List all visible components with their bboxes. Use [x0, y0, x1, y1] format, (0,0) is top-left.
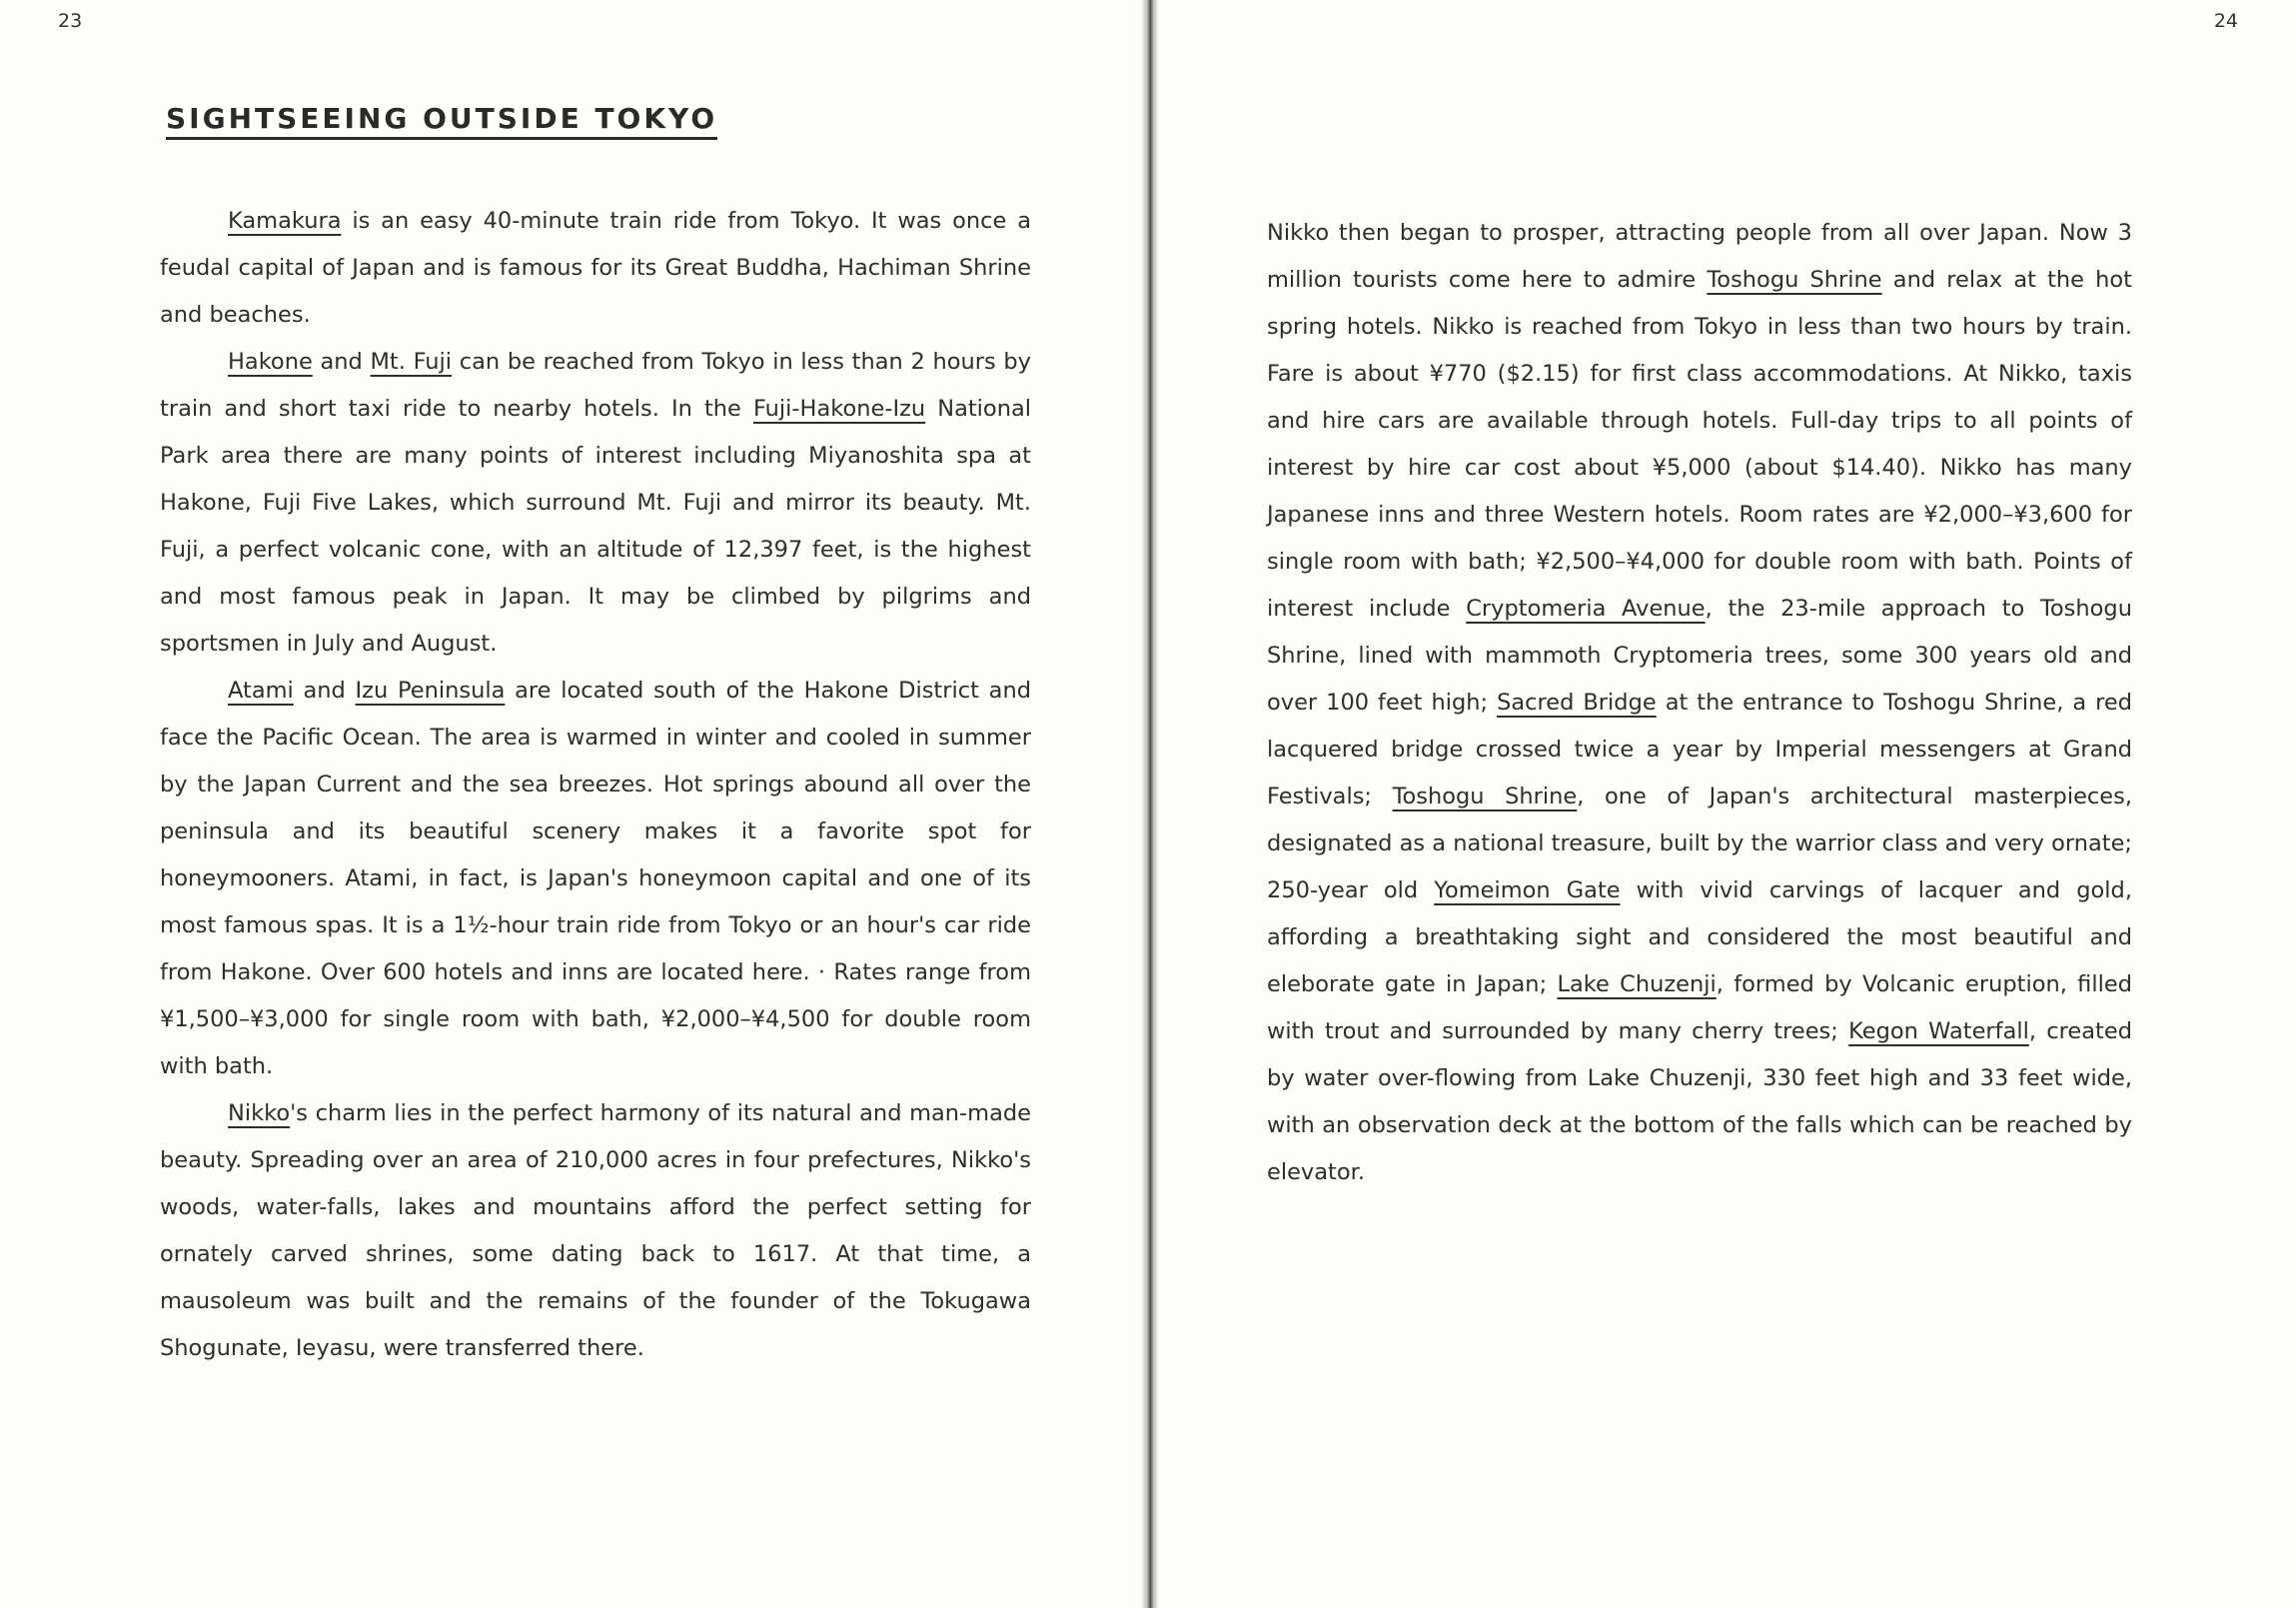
text-segment: , one of Japan's architectural masterpieces, designated as a national treasure, built by the warrior class and very ornate; 250-year old [1267, 784, 2132, 903]
text-segment: National Park area there are many points of interest including Miyanoshita spa at Hakone, Fuji Five Lakes, which surround Mt. Fuji and mirror its beauty. Mt. Fuji, a perfect volcanic cone, with an altitude of 12,397 feet, is the highest and most famous peak in Japan. It may be climbed by pilgrims and sportsmen in July and August. [160, 396, 1031, 657]
underlined-place-name: Nikko [228, 1100, 291, 1126]
right-page [1151, 0, 2296, 1608]
text-segment: is an easy 40-minute train ride from Tokyo. It was once a feudal capital of Japan and is famous for its Great Buddha, Hachiman Shrine and beaches. [160, 208, 1031, 328]
page-number-left: 23 [58, 10, 83, 32]
text-segment: can be reached from Tokyo in less than 2 hours by train and short taxi ride to nearby hotels. In the [160, 349, 1031, 422]
page-heading: SIGHTSEEING OUTSIDE TOKYO [166, 102, 717, 140]
text-segment: Nikko then began to prosper, attracting people from all over Japan. Now 3 million tourists come here to admire [1267, 220, 2132, 293]
text-segment: , formed by Volcanic eruption, filled with trout and surrounded by many cherry trees; [1267, 971, 2132, 1044]
paragraph [160, 1090, 1031, 1372]
underlined-place-name: Kamakura [228, 208, 342, 234]
underlined-place-name: Hakone [228, 349, 313, 375]
text-segment: and [293, 678, 356, 704]
underlined-place-name: Izu Peninsula [355, 678, 506, 704]
paragraph [1267, 210, 2132, 1196]
underlined-place-name: Cryptomeria Avenue [1466, 596, 1706, 622]
underlined-place-name: Toshogu Shrine [1392, 784, 1578, 809]
underlined-place-name: Mt. Fuji [370, 349, 453, 375]
page-number-right: 24 [2213, 10, 2238, 32]
text-segment: at the entrance to Toshogu Shrine, a red lacquered bridge crossed twice a year by Imperial messengers at Grand Festivals; [1267, 690, 2132, 809]
underlined-place-name: Fuji-Hakone-Izu [752, 396, 926, 422]
text-segment: and relax at the hot spring hotels. Nikko is reached from Tokyo in less than two hours by train. Fare is about ¥770 ($2.15) for first class accommodations. At Nikko, taxis and hire cars are available through hotels. Full-day trips to all points of interest by hire car cost about ¥5,000 (about $14.40). Nikko has many Japanese inns and three Western hotels. Room rates are ¥2,000–¥3,600 for single room with bath; ¥2,500–¥4,000 for double room with bath. Points of interest include [1267, 267, 2132, 622]
paragraph [160, 668, 1031, 1090]
underlined-place-name: Lake Chuzenji [1557, 971, 1717, 997]
right-body-text [1267, 210, 2132, 1196]
text-segment: and [312, 349, 371, 375]
underlined-place-name: Kegon Waterfall [1848, 1018, 2029, 1044]
paragraph [160, 339, 1031, 668]
text-segment: with vivid carvings of lacquer and gold, affording a breathtaking sight and considered the most beautiful and eleborate gate in Japan; [1267, 877, 2132, 997]
underlined-place-name: Atami [228, 678, 294, 704]
underlined-place-name: Yomeimon Gate [1434, 877, 1621, 903]
book-gutter [1141, 0, 1159, 1608]
text-segment: , created by water over-flowing from Lake Chuzenji, 330 feet high and 33 feet wide, with an observation deck at the bottom of the falls which can be reached by elevator. [1267, 1018, 2132, 1185]
left-body-text [160, 198, 1031, 1372]
text-segment: are located south of the Hakone District and face the Pacific Ocean. The area is warmed in winter and cooled in summer by the Japan Current and the sea breezes. Hot springs abound all over the peninsula and its beautiful scenery makes it a favorite spot for honeymooners. Atami, in fact, is Japan's honeymoon capital and one of its most famous spas. It is a 1½-hour train ride from Tokyo or an hour's car ride from Hakone. Over 600 hotels and inns are located here. · Rates range from ¥1,500–¥3,000 for single room with bath, ¥2,000–¥4,500 for double room with bath. [160, 678, 1031, 1079]
underlined-place-name: Sacred Bridge [1497, 690, 1657, 716]
underlined-place-name: Toshogu Shrine [1707, 267, 1882, 293]
paragraph [160, 198, 1031, 339]
text-segment: 's charm lies in the perfect harmony of its natural and man-made beauty. Spreading over an area of 210,000 acres in four prefectures, Nikko's woods, water-falls, lakes and mountains afford the perfect setting for ornately carved shrines, some dating back to 1617. At that time, a mausoleum was built and the remains of the founder of the Tokugawa Shogunate, Ieyasu, were transferred there. [160, 1100, 1031, 1361]
text-segment: , the 23-mile approach to Toshogu Shrine, lined with mammoth Cryptomeria trees, some 300 years old and over 100 feet high; [1267, 596, 2132, 716]
